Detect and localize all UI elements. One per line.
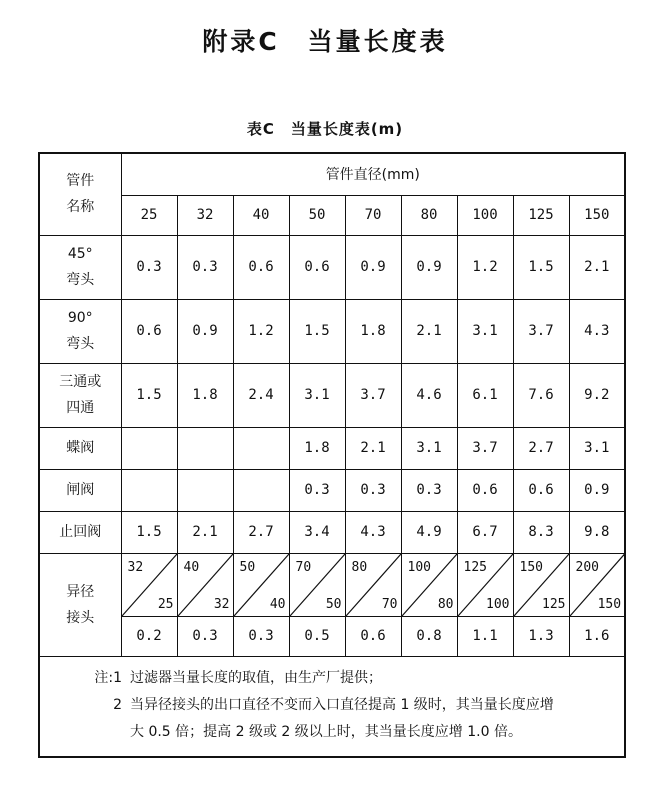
- value-cell: 0.9: [569, 469, 625, 511]
- fitting-name-cell: [39, 363, 121, 427]
- table-row: [39, 616, 625, 656]
- value-cell: 0.3: [401, 469, 457, 511]
- value-cell: 1.1: [457, 616, 513, 656]
- value-cell: 4.3: [569, 299, 625, 363]
- fitting-name-line: 弯头: [66, 272, 95, 288]
- value-cell: 3.4: [289, 511, 345, 553]
- value-cell: 3.7: [513, 299, 569, 363]
- diameter-header-cell: 80: [401, 195, 457, 235]
- value-cell: 4.6: [401, 363, 457, 427]
- value-cell: 0.6: [345, 616, 401, 656]
- value-cell: 0.6: [121, 299, 177, 363]
- header-fitting-name: [39, 153, 121, 235]
- reducer-inlet-size: 50: [239, 559, 256, 575]
- reducer-outlet-size: 125: [542, 596, 566, 612]
- diameter-header-cell: 25: [121, 195, 177, 235]
- reducer-size-cell: [569, 553, 625, 616]
- table-row: [39, 363, 625, 427]
- reducer-inlet-size: 200: [575, 559, 599, 575]
- value-cell: 1.8: [345, 299, 401, 363]
- reducer-outlet-size: 80: [437, 596, 454, 612]
- value-cell: 2.1: [345, 427, 401, 469]
- value-cell: 3.1: [457, 299, 513, 363]
- reducer-inlet-size: 100: [407, 559, 431, 575]
- value-cell: 0.2: [121, 616, 177, 656]
- reducer-inlet-size: 40: [183, 559, 200, 575]
- fitting-name-line: 接头: [66, 609, 95, 626]
- reducer-outlet-size: 70: [381, 596, 398, 612]
- diameter-header-cell: 150: [569, 195, 625, 235]
- reducer-size-cell: [345, 553, 401, 616]
- diameter-header-cell: 50: [289, 195, 345, 235]
- table-row: [39, 235, 625, 299]
- equivalent-length-table: [38, 152, 626, 758]
- fitting-name-line: 45°: [67, 246, 93, 262]
- table-row: [39, 511, 625, 553]
- value-cell: 0.3: [289, 469, 345, 511]
- value-cell: 1.2: [233, 299, 289, 363]
- reducer-inlet-size: 32: [127, 559, 144, 575]
- diameter-header-cell: 125: [513, 195, 569, 235]
- value-cell: 0.3: [233, 616, 289, 656]
- reducer-outlet-size: 150: [597, 596, 622, 612]
- fitting-name-line: 止回阀: [59, 524, 102, 540]
- value-cell: 0.3: [177, 235, 233, 299]
- value-cell: 6.1: [457, 363, 513, 427]
- diameter-header-cell: 100: [457, 195, 513, 235]
- value-cell: 2.7: [513, 427, 569, 469]
- table-caption: 表C 当量长度表(m): [246, 120, 404, 138]
- value-cell: 4.3: [345, 511, 401, 553]
- header-name-line1: 管件: [66, 173, 95, 190]
- value-cell: 0.9: [345, 235, 401, 299]
- value-cell: 0.9: [177, 299, 233, 363]
- fitting-name-cell: [39, 427, 121, 469]
- reducer-size-cell: [121, 553, 177, 616]
- value-cell: [233, 469, 289, 511]
- table-row: [39, 427, 625, 469]
- value-cell: 0.3: [345, 469, 401, 511]
- notes-cell: [39, 656, 625, 757]
- value-cell: 9.2: [569, 363, 625, 427]
- fitting-name-line: 异径: [66, 583, 95, 600]
- value-cell: 8.3: [513, 511, 569, 553]
- reducer-size-cell: [177, 553, 233, 616]
- value-cell: 0.6: [233, 235, 289, 299]
- note-item: [40, 692, 624, 719]
- fitting-name-line: 蝶阀: [66, 440, 95, 456]
- value-cell: 2.1: [401, 299, 457, 363]
- value-cell: 0.6: [513, 469, 569, 511]
- note-label: 注:1: [94, 669, 122, 686]
- value-cell: 0.3: [177, 616, 233, 656]
- value-cell: 1.8: [177, 363, 233, 427]
- value-cell: 3.1: [569, 427, 625, 469]
- value-cell: 4.9: [401, 511, 457, 553]
- reducer-outlet-size: 50: [325, 596, 342, 612]
- fitting-name-line: 90°: [67, 310, 93, 326]
- reducer-inlet-size: 70: [295, 559, 312, 575]
- note-text: 过滤器当量长度的取值，由生产厂提供；: [130, 669, 382, 686]
- value-cell: [233, 427, 289, 469]
- reducer-outlet-size: 32: [213, 596, 230, 612]
- fitting-name-cell: [39, 511, 121, 553]
- page-title: 附录C 当量长度表: [202, 27, 448, 56]
- value-cell: 1.5: [121, 363, 177, 427]
- table-row: [39, 299, 625, 363]
- value-cell: 1.5: [513, 235, 569, 299]
- note-text-continued: 大 0.5 倍；提高 2 级或 2 级以上时，其当量长度应增 1.0 倍。: [130, 723, 522, 740]
- value-cell: 2.1: [569, 235, 625, 299]
- value-cell: 1.6: [569, 616, 625, 656]
- value-cell: 6.7: [457, 511, 513, 553]
- diameter-header-cell: 70: [345, 195, 401, 235]
- diameter-header-cell: 32: [177, 195, 233, 235]
- fitting-name-cell: [39, 235, 121, 299]
- value-cell: 0.9: [401, 235, 457, 299]
- reducer-inlet-size: 150: [519, 559, 543, 575]
- value-cell: 3.1: [401, 427, 457, 469]
- value-cell: [121, 469, 177, 511]
- value-cell: [177, 427, 233, 469]
- value-cell: 0.5: [289, 616, 345, 656]
- value-cell: [177, 469, 233, 511]
- reducer-outlet-size: 100: [486, 596, 510, 612]
- value-cell: 3.7: [457, 427, 513, 469]
- value-cell: 1.3: [513, 616, 569, 656]
- value-cell: 1.5: [289, 299, 345, 363]
- note-item: [40, 665, 624, 692]
- fitting-name-line: 四通: [66, 400, 95, 416]
- reducer-inlet-size: 125: [463, 559, 487, 575]
- value-cell: [121, 427, 177, 469]
- fitting-name-cell: [39, 299, 121, 363]
- fitting-name-line: 弯头: [66, 336, 95, 352]
- value-cell: 1.8: [289, 427, 345, 469]
- value-cell: 3.1: [289, 363, 345, 427]
- value-cell: 2.4: [233, 363, 289, 427]
- value-cell: 2.7: [233, 511, 289, 553]
- reducer-outlet-size: 25: [157, 596, 174, 612]
- reducer-size-cell: [233, 553, 289, 616]
- table-row: [39, 553, 625, 616]
- fitting-name-cell: [39, 469, 121, 511]
- reducer-inlet-size: 80: [351, 559, 368, 575]
- value-cell: 7.6: [513, 363, 569, 427]
- notes-row: [39, 656, 625, 757]
- reducer-size-cell: [513, 553, 569, 616]
- value-cell: 9.8: [569, 511, 625, 553]
- value-cell: 0.8: [401, 616, 457, 656]
- reducer-size-cell: [401, 553, 457, 616]
- value-cell: 3.7: [345, 363, 401, 427]
- header-diameter-label: 管件直径(mm): [121, 153, 625, 195]
- header-name-line2: 名称: [66, 199, 95, 216]
- value-cell: 1.2: [457, 235, 513, 299]
- reducer-size-cell: [289, 553, 345, 616]
- fitting-name-line: 闸阀: [66, 482, 95, 498]
- note-label: 2: [113, 696, 122, 713]
- value-cell: 1.5: [121, 511, 177, 553]
- value-cell: 0.3: [121, 235, 177, 299]
- diameter-header-cell: 40: [233, 195, 289, 235]
- reducer-size-cell: [457, 553, 513, 616]
- note-text: 当异径接头的出口直径不变而入口直径提高 1 级时，其当量长度应增: [130, 696, 554, 713]
- value-cell: 0.6: [457, 469, 513, 511]
- value-cell: 2.1: [177, 511, 233, 553]
- reducer-outlet-size: 40: [269, 596, 286, 612]
- value-cell: 0.6: [289, 235, 345, 299]
- fitting-name-cell: [39, 553, 121, 656]
- fitting-name-line: 三通或: [59, 374, 102, 390]
- table-row: [39, 469, 625, 511]
